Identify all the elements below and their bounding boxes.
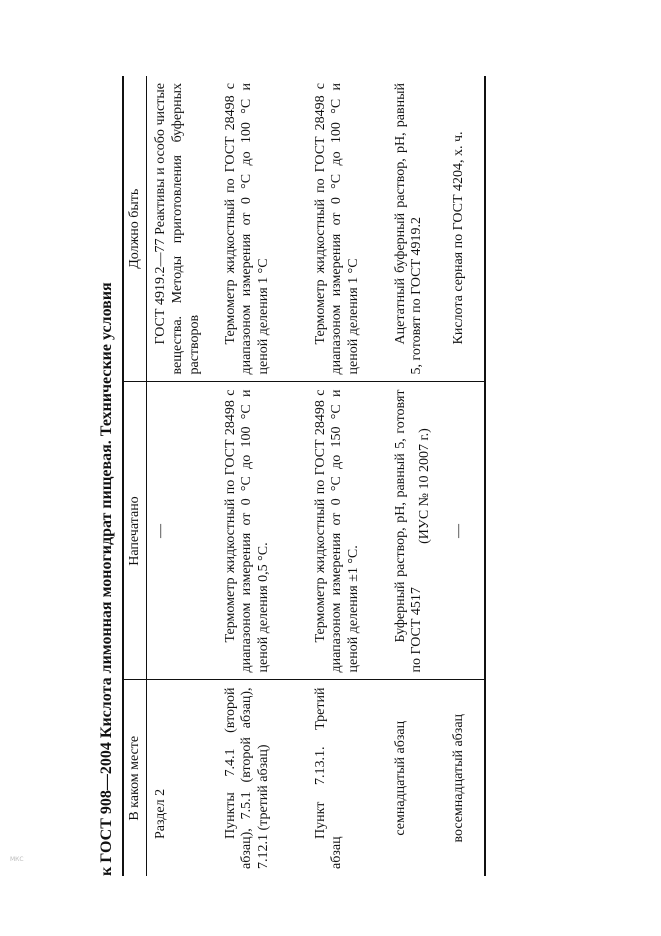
table-row <box>307 76 387 876</box>
table-row <box>147 76 217 876</box>
cell-should-be: Ацетатный буферный раствор, pH, равный 5, готовят по ГОСТ 4919.2 <box>387 76 445 382</box>
table-row <box>445 76 485 876</box>
cell-printed: — <box>445 382 485 680</box>
cell-where: восемнадцатый абзац <box>445 680 485 876</box>
rotated-page-content <box>92 83 472 876</box>
cell-should-be: Кислота серная по ГОСТ 4204, х. ч. <box>445 76 485 382</box>
table-row <box>217 76 307 876</box>
cell-printed: — <box>147 382 217 680</box>
header-should-be: Должно быть <box>123 76 147 382</box>
cell-should-be: Термометр жидкостный по ГОСТ 28498 с диапазоном измерения от 0 °С до 100 °С и ценой деления 1 °С <box>307 76 387 382</box>
header-printed: Напечатано <box>123 382 147 680</box>
cell-printed: Термометр жидкостный по ГОСТ 28498 с диапазоном измерения от 0 °С до 100 °С и ценой деления 0,5 °С. <box>217 382 307 680</box>
header-where: В каком месте <box>123 680 147 876</box>
cell-where: семнадцатый абзац <box>392 720 408 836</box>
table-row <box>387 76 445 876</box>
cell-printed: Буферный раствор, pH, равный 5, готовят по ГОСТ 4517 <box>387 382 445 680</box>
document-title: к ГОСТ 908—2004 Кислота лимонная моногидрат пищевая. Технические условия <box>98 282 115 876</box>
cell-should-be: Термометр жидкостный по ГОСТ 28498 с диапазоном измерения от 0 °С до 100 °С и ценой деления 1 °С <box>217 76 307 382</box>
cell-should-be: ГОСТ 4919.2—77 Реактивы и особо чистые вещества. Методы приготовления буферных растворов <box>147 76 217 382</box>
cell-where: Раздел 2 <box>153 788 168 839</box>
watermark-text: МКС <box>10 856 24 863</box>
table-header-row <box>123 76 147 876</box>
cell-where: Пункт 7.13.1. Третий абзац <box>312 687 345 869</box>
cell-printed: Термометр жидкостный по ГОСТ 28498 с диапазоном измерения от 0 °С до 150 °С и ценой деления ±1 °С. <box>307 382 387 680</box>
cell-where: Пункты 7.4.1 (второй абзац), 7.5.1 (второй абзац), 7.12.1 (третий абзац) <box>222 687 272 869</box>
ius-reference-note: (ИУС № 10 2007 г.) <box>417 428 432 544</box>
